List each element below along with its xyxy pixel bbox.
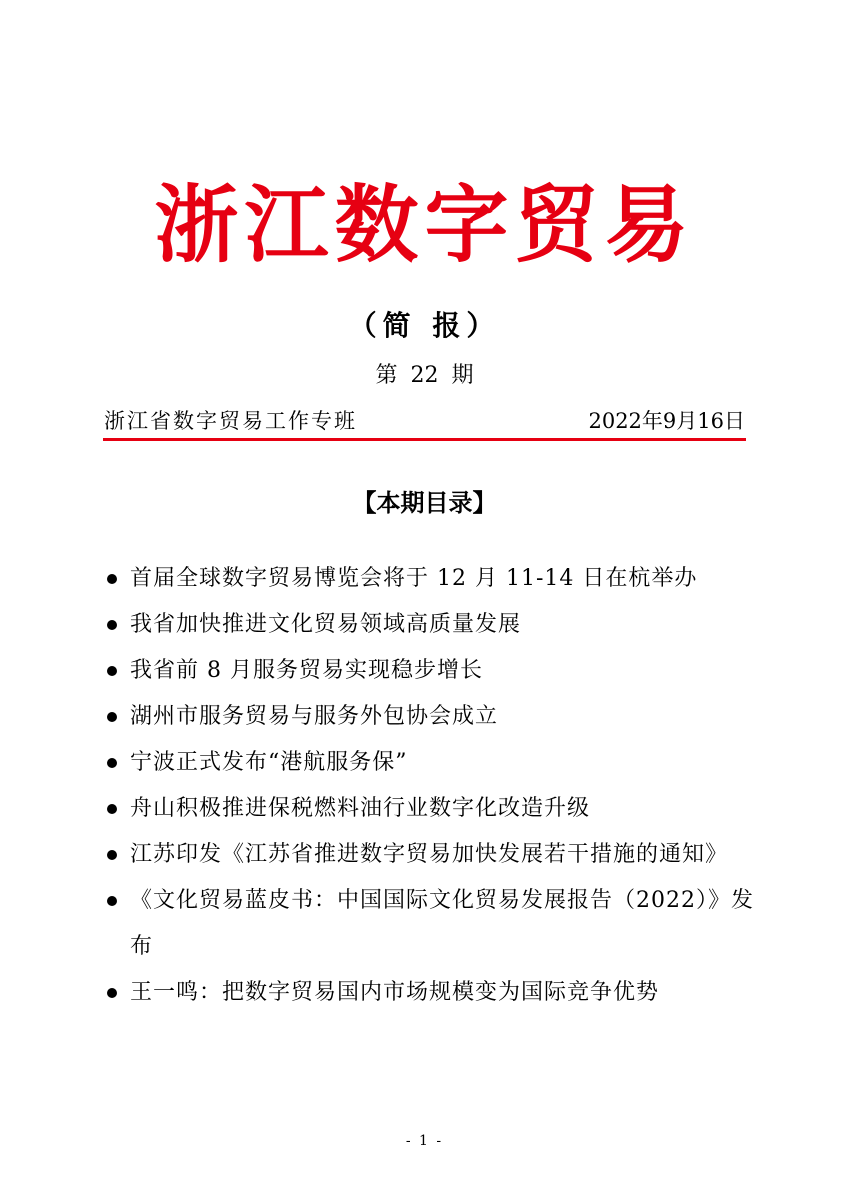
toc-item — [104, 602, 754, 648]
toc-item — [104, 556, 754, 602]
toc-item — [104, 786, 754, 832]
toc-item-text: 《文化贸易蓝皮书：中国国际文化贸易发展报告（2022）》发布 — [130, 888, 754, 959]
toc-item-text: 江苏印发《江苏省推进数字贸易加快发展若干措施的通知》 — [130, 842, 729, 867]
toc-item-text: 首届全球数字贸易博览会将于 12 月 11-14 日在杭举办 — [130, 566, 698, 591]
toc-item-text: 宁波正式发布“港航服务保” — [130, 750, 408, 775]
toc-item-text: 王一鸣：把数字贸易国内市场规模变为国际竞争优势 — [130, 980, 660, 1005]
toc-heading: 【本期目录】 — [352, 489, 497, 517]
toc-item — [104, 878, 754, 970]
toc-item-text: 湖州市服务贸易与服务外包协会成立 — [130, 704, 499, 729]
red-divider — [103, 438, 746, 441]
toc-item — [104, 740, 754, 786]
masthead-title: 浙江数字贸易 — [154, 175, 695, 274]
bullet-icon — [107, 758, 117, 768]
bullet-icon — [107, 850, 117, 860]
toc-list — [104, 556, 754, 1016]
bullet-icon — [107, 666, 117, 676]
toc-item — [104, 694, 754, 740]
toc-item-text: 我省加快推进文化贸易领域高质量发展 — [130, 612, 522, 637]
bulletin-subtitle: （简 报） — [348, 309, 501, 342]
toc-item — [104, 832, 754, 878]
issue-number: 第 22 期 — [375, 363, 474, 388]
bullet-icon — [107, 896, 117, 906]
bullet-icon — [107, 574, 117, 584]
bullet-icon — [107, 620, 117, 630]
issuer-name: 浙江省数字贸易工作专班 — [104, 409, 357, 433]
toc-item-text: 舟山积极推进保税燃料油行业数字化改造升级 — [130, 796, 591, 821]
page-number: - 1 - — [405, 1133, 444, 1149]
issue-date: 2022年9月16日 — [588, 409, 745, 433]
bullet-icon — [107, 712, 117, 722]
toc-item — [104, 970, 754, 1016]
bullet-icon — [107, 988, 117, 998]
bullet-icon — [107, 804, 117, 814]
toc-item — [104, 648, 754, 694]
toc-item-text: 我省前 8 月服务贸易实现稳步增长 — [130, 658, 483, 683]
